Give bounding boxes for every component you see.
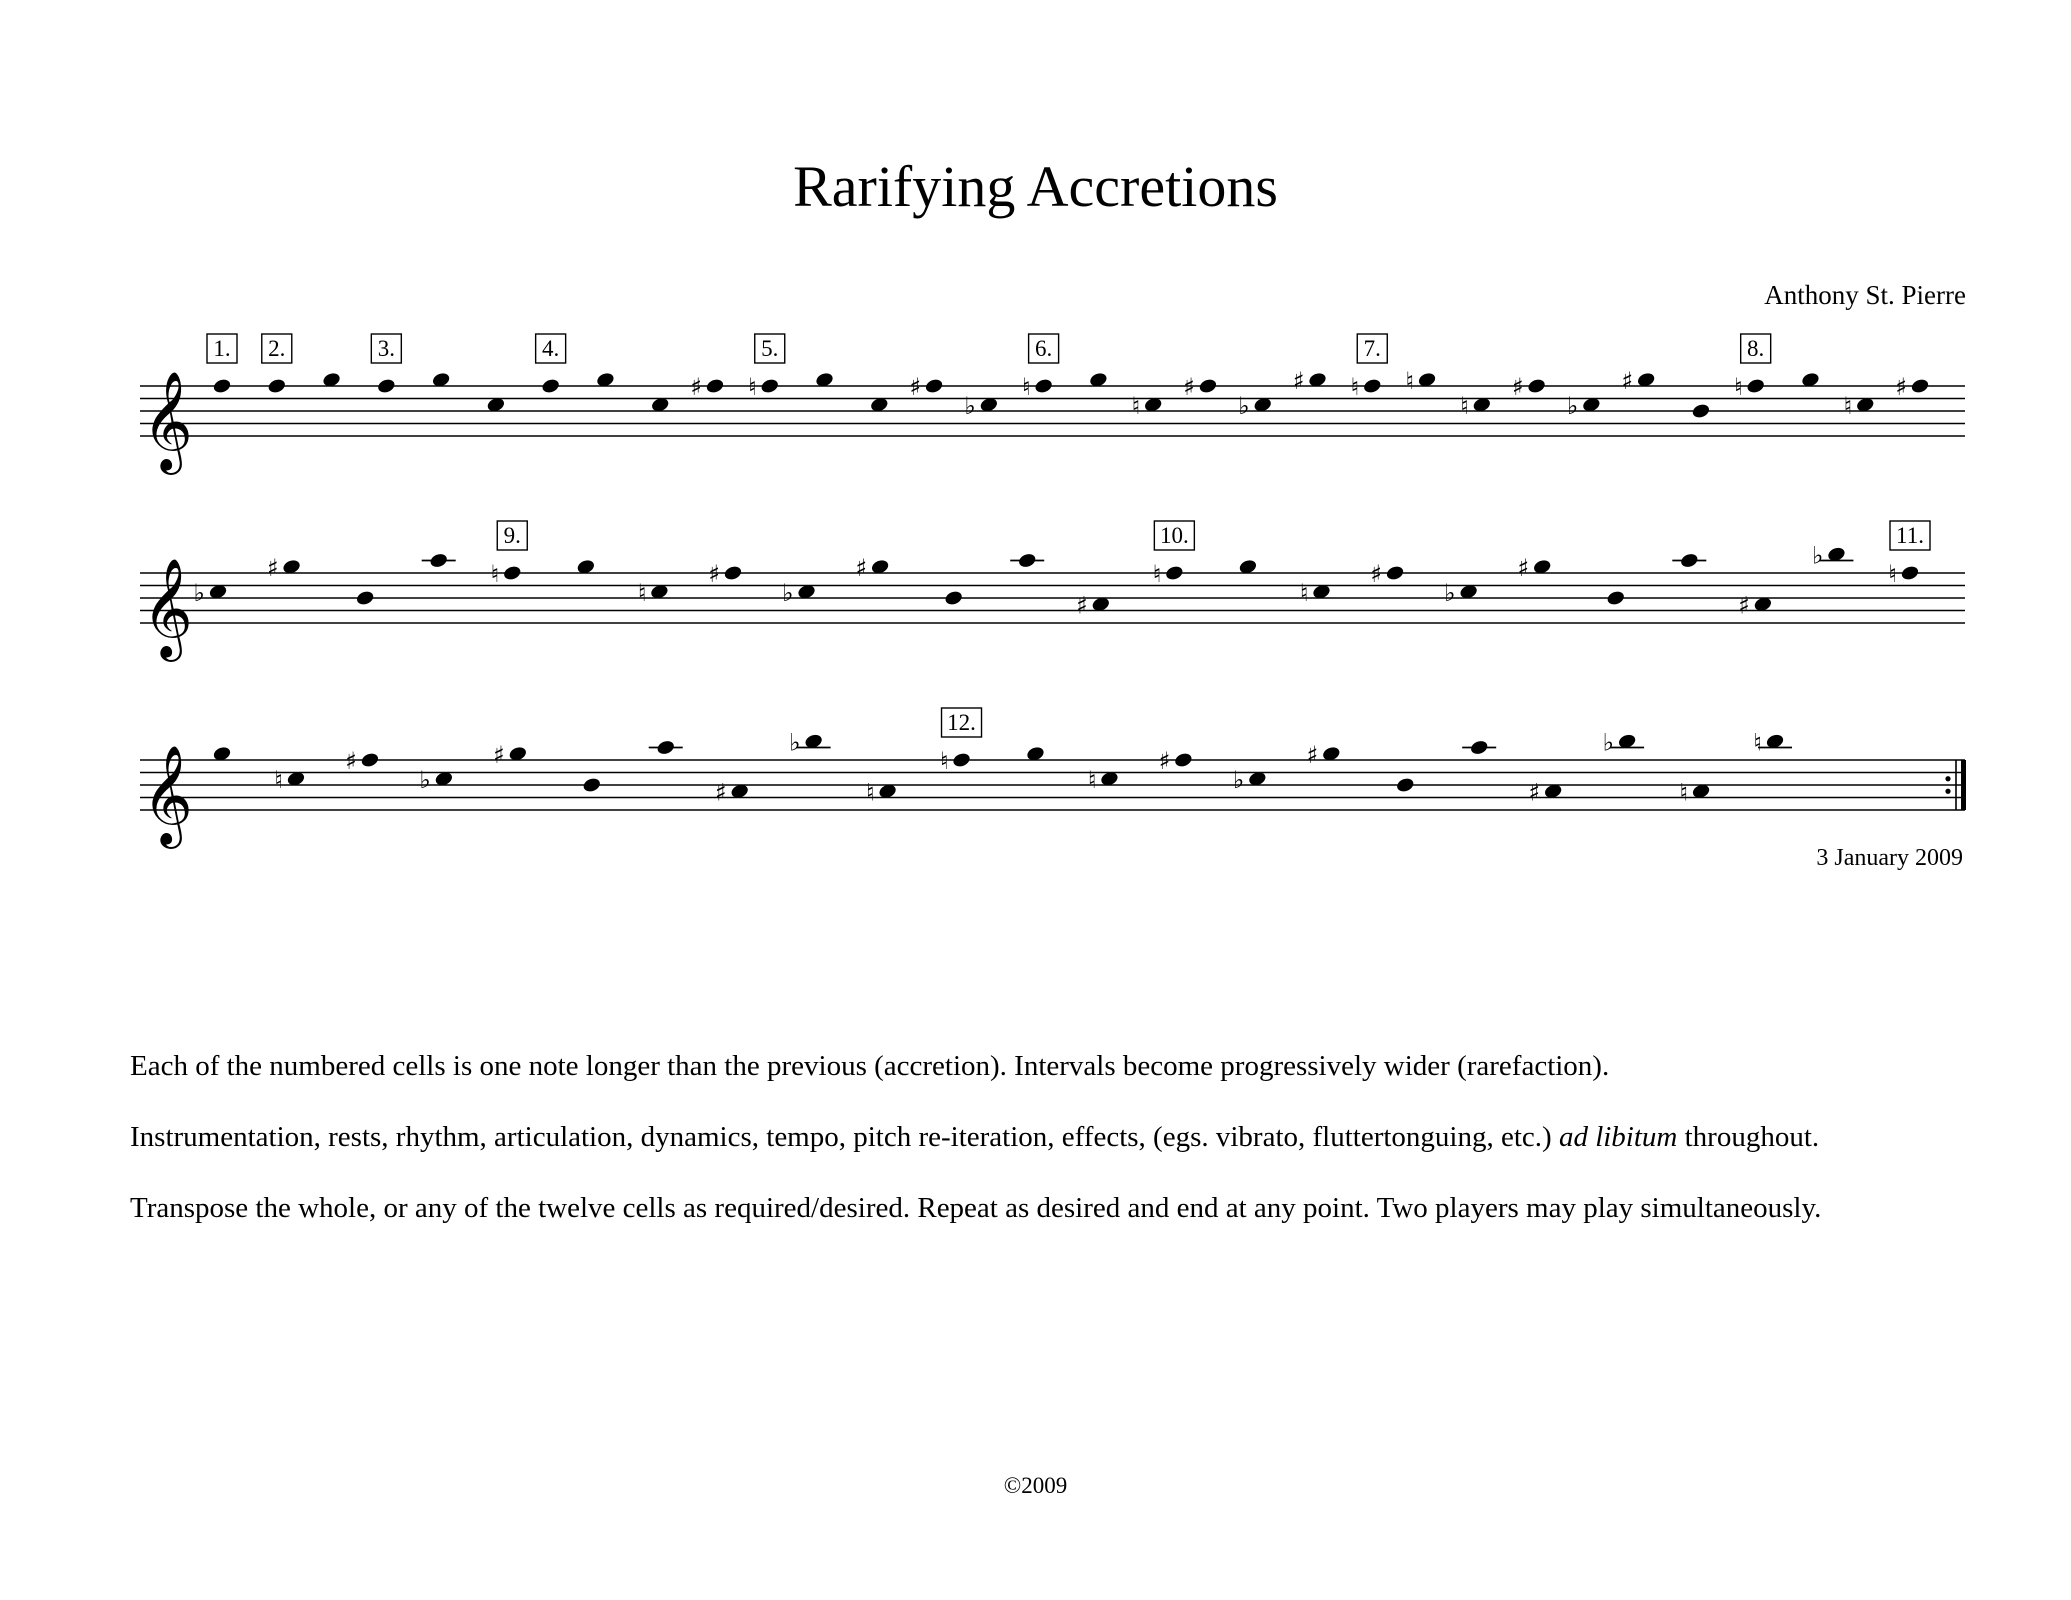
notehead — [1164, 564, 1184, 581]
instruction-line-2-italic: ad libitum — [1558, 1121, 1678, 1153]
flat-accidental-icon: ♭ — [193, 578, 205, 607]
natural-accidental-icon: ♮ — [1679, 778, 1689, 807]
flat-accidental-icon: ♭ — [419, 765, 431, 794]
note — [1233, 766, 1267, 794]
treble-clef-icon: 𝄞 — [142, 558, 193, 658]
sharp-accidental-icon: ♯ — [1895, 373, 1907, 401]
note — [1293, 367, 1328, 395]
flat-accidental-icon: ♭ — [1812, 541, 1824, 570]
note — [491, 521, 528, 588]
treble-clef-icon: 𝄞 — [142, 745, 193, 845]
repeat-dot — [1945, 789, 1950, 794]
natural-accidental-icon: ♮ — [637, 578, 647, 607]
flat-accidental-icon: ♭ — [1238, 391, 1250, 420]
natural-accidental-icon: ♮ — [1152, 560, 1162, 588]
sharp-accidental-icon: ♯ — [909, 373, 922, 401]
flat-accidental-icon: ♭ — [1233, 765, 1245, 794]
note — [1076, 591, 1111, 619]
notehead — [1691, 402, 1711, 419]
thick-barline — [1961, 760, 1966, 810]
natural-accidental-icon: ♮ — [1022, 373, 1031, 401]
note — [493, 741, 528, 769]
note — [1691, 402, 1711, 419]
instruction-line-3: Transpose the whole, or any of the twelve cells as required/desired. Repeat as desired and end at any point. Two players may play simultaneously. — [130, 1192, 1822, 1224]
note — [1518, 554, 1553, 582]
notehead — [360, 751, 380, 768]
cell-number-label: 5. — [761, 336, 779, 361]
instruction-line-1: Each of the numbered cells is one note longer than the previous (accretion). Intervals become progressively wider (rarefaction). — [130, 1050, 1610, 1082]
notehead — [1173, 751, 1193, 768]
note — [638, 579, 670, 607]
note — [1567, 392, 1601, 420]
note — [345, 747, 380, 775]
note — [1022, 334, 1059, 401]
note — [1603, 728, 1644, 756]
natural-accidental-icon: ♮ — [1299, 578, 1309, 607]
note — [1307, 741, 1342, 769]
notehead — [212, 377, 232, 394]
note — [1370, 560, 1405, 588]
notehead — [656, 739, 676, 756]
sharp-accidental-icon: ♯ — [1158, 747, 1171, 775]
note — [940, 708, 982, 775]
instruction-line-2 — [130, 1119, 2010, 1155]
sharp-accidental-icon: ♯ — [1511, 373, 1524, 401]
instruction-line-2-text: Instrumentation, rests, rhythm, articulation, dynamics, tempo, pitch re-iteration, effects, (egs. vibrato, fluttertonguing, etc.) — [130, 1121, 1559, 1153]
note — [1529, 778, 1564, 806]
page-title: Rarifying Accretions — [793, 154, 1278, 219]
natural-accidental-icon: ♮ — [274, 765, 283, 794]
note — [1444, 579, 1478, 607]
note — [1844, 392, 1876, 420]
natural-accidental-icon: ♮ — [490, 560, 500, 588]
note — [582, 776, 602, 793]
note — [909, 373, 944, 401]
notehead — [723, 564, 743, 581]
note — [1812, 541, 1853, 569]
natural-accidental-icon: ♮ — [1460, 391, 1469, 420]
notehead — [705, 377, 725, 394]
cell-number-label: 1. — [213, 336, 231, 361]
note — [420, 766, 454, 794]
sharp-accidental-icon: ♯ — [1528, 778, 1541, 807]
note — [866, 778, 898, 806]
notehead — [1679, 552, 1699, 569]
notehead — [760, 377, 780, 394]
cell-number-label: 9. — [503, 523, 521, 548]
flat-accidental-icon: ♭ — [782, 578, 794, 607]
natural-accidental-icon: ♮ — [1753, 728, 1762, 757]
note — [1183, 373, 1218, 401]
natural-accidental-icon: ♮ — [1843, 391, 1853, 420]
note — [715, 778, 750, 806]
notehead — [1606, 589, 1626, 606]
performance-instructions — [130, 1048, 2010, 1261]
notehead — [951, 751, 971, 768]
note — [194, 579, 228, 607]
cell-number-label: 7. — [1363, 336, 1381, 361]
natural-accidental-icon: ♮ — [1350, 373, 1360, 401]
flat-accidental-icon: ♭ — [1567, 391, 1579, 420]
natural-accidental-icon: ♮ — [1131, 391, 1141, 420]
note — [1622, 367, 1657, 395]
cell-number-label: 12. — [947, 710, 976, 735]
notehead — [1017, 552, 1037, 569]
notehead — [582, 776, 602, 793]
notehead — [355, 589, 375, 606]
note — [1738, 591, 1773, 619]
notehead — [502, 564, 522, 581]
notehead — [267, 377, 287, 394]
note — [1888, 521, 1930, 588]
note — [690, 373, 725, 401]
sharp-accidental-icon: ♯ — [1183, 373, 1195, 401]
flat-accidental-icon: ♭ — [789, 728, 801, 757]
cell-number-label: 2. — [268, 336, 286, 361]
natural-accidental-icon: ♮ — [865, 778, 875, 807]
notehead — [1910, 377, 1930, 394]
cell-number-label: 10. — [1159, 523, 1189, 548]
note — [944, 589, 964, 606]
note — [855, 554, 890, 582]
note — [267, 554, 302, 582]
natural-accidental-icon: ♮ — [1734, 373, 1743, 401]
staff-1 — [140, 334, 1965, 475]
notehead — [1746, 377, 1766, 394]
natural-accidental-icon: ♮ — [1087, 765, 1097, 794]
composer-name: Anthony St. Pierre — [1764, 280, 1966, 310]
repeat-dot — [1945, 776, 1950, 781]
note — [649, 739, 683, 756]
note — [1010, 552, 1044, 569]
sharp-accidental-icon: ♯ — [1076, 591, 1088, 620]
cell-number-label: 11. — [1896, 523, 1924, 548]
note — [1462, 739, 1496, 756]
cell-number-label: 6. — [1034, 336, 1053, 361]
sharp-accidental-icon: ♯ — [715, 778, 727, 807]
note — [1405, 367, 1437, 395]
cell-number-label: 8. — [1747, 336, 1765, 361]
note — [1734, 334, 1771, 401]
note — [1679, 778, 1711, 806]
note — [1895, 373, 1930, 401]
note — [1753, 728, 1792, 756]
notehead — [1385, 564, 1405, 581]
notehead — [1198, 377, 1218, 394]
note — [1153, 521, 1195, 588]
note — [965, 392, 999, 420]
note — [1606, 589, 1626, 606]
flat-accidental-icon: ♭ — [1602, 728, 1615, 757]
notehead — [1362, 377, 1382, 394]
note — [1512, 373, 1547, 401]
sharp-accidental-icon: ♯ — [855, 553, 868, 582]
notehead — [1034, 377, 1054, 394]
staff-3 — [140, 708, 1966, 849]
composition-date: 3 January 2009 — [1816, 845, 1963, 871]
note — [708, 560, 743, 588]
natural-accidental-icon: ♮ — [939, 747, 949, 775]
note — [1159, 747, 1194, 775]
note — [1300, 579, 1332, 607]
cell-number-label: 4. — [542, 336, 560, 361]
natural-accidental-icon: ♮ — [1888, 560, 1897, 588]
sharp-accidental-icon: ♯ — [708, 560, 720, 588]
note — [1460, 392, 1492, 420]
natural-accidental-icon: ♮ — [748, 373, 757, 401]
note — [782, 579, 816, 607]
notehead — [1900, 564, 1920, 581]
treble-clef-icon: 𝄞 — [142, 371, 193, 471]
staff-2 — [140, 521, 1965, 662]
cell-number-label: 3. — [377, 336, 395, 361]
sharp-accidental-icon: ♯ — [493, 740, 505, 769]
sharp-accidental-icon: ♯ — [266, 553, 279, 582]
note — [1088, 766, 1120, 794]
sharp-accidental-icon: ♯ — [1738, 591, 1750, 620]
notehead — [429, 552, 449, 569]
sharp-accidental-icon: ♯ — [1292, 366, 1305, 395]
notehead — [1469, 739, 1489, 756]
note — [1395, 776, 1415, 793]
flat-accidental-icon: ♭ — [1444, 578, 1456, 607]
notehead — [1395, 776, 1415, 793]
notehead — [924, 377, 944, 394]
note — [789, 728, 830, 756]
sharp-accidental-icon: ♯ — [1306, 740, 1319, 769]
notehead — [1527, 377, 1547, 394]
note — [274, 766, 306, 794]
note — [1132, 392, 1164, 420]
sharp-accidental-icon: ♯ — [1621, 366, 1634, 395]
notehead — [944, 589, 964, 606]
natural-accidental-icon: ♮ — [1405, 366, 1415, 395]
note — [748, 334, 785, 401]
note — [355, 589, 375, 606]
note — [1672, 552, 1706, 569]
notehead — [376, 377, 396, 394]
instruction-line-2-end: throughout. — [1677, 1121, 1820, 1153]
sharp-accidental-icon: ♯ — [690, 373, 702, 401]
flat-accidental-icon: ♭ — [964, 391, 976, 420]
notehead — [541, 377, 561, 394]
note — [1351, 334, 1388, 401]
copyright-notice: ©2009 — [1003, 1473, 1068, 1498]
note — [1238, 392, 1272, 420]
note — [422, 552, 456, 569]
sharp-accidental-icon: ♯ — [1370, 560, 1383, 588]
sharp-accidental-icon: ♯ — [345, 747, 357, 775]
sharp-accidental-icon: ♯ — [1517, 553, 1530, 582]
